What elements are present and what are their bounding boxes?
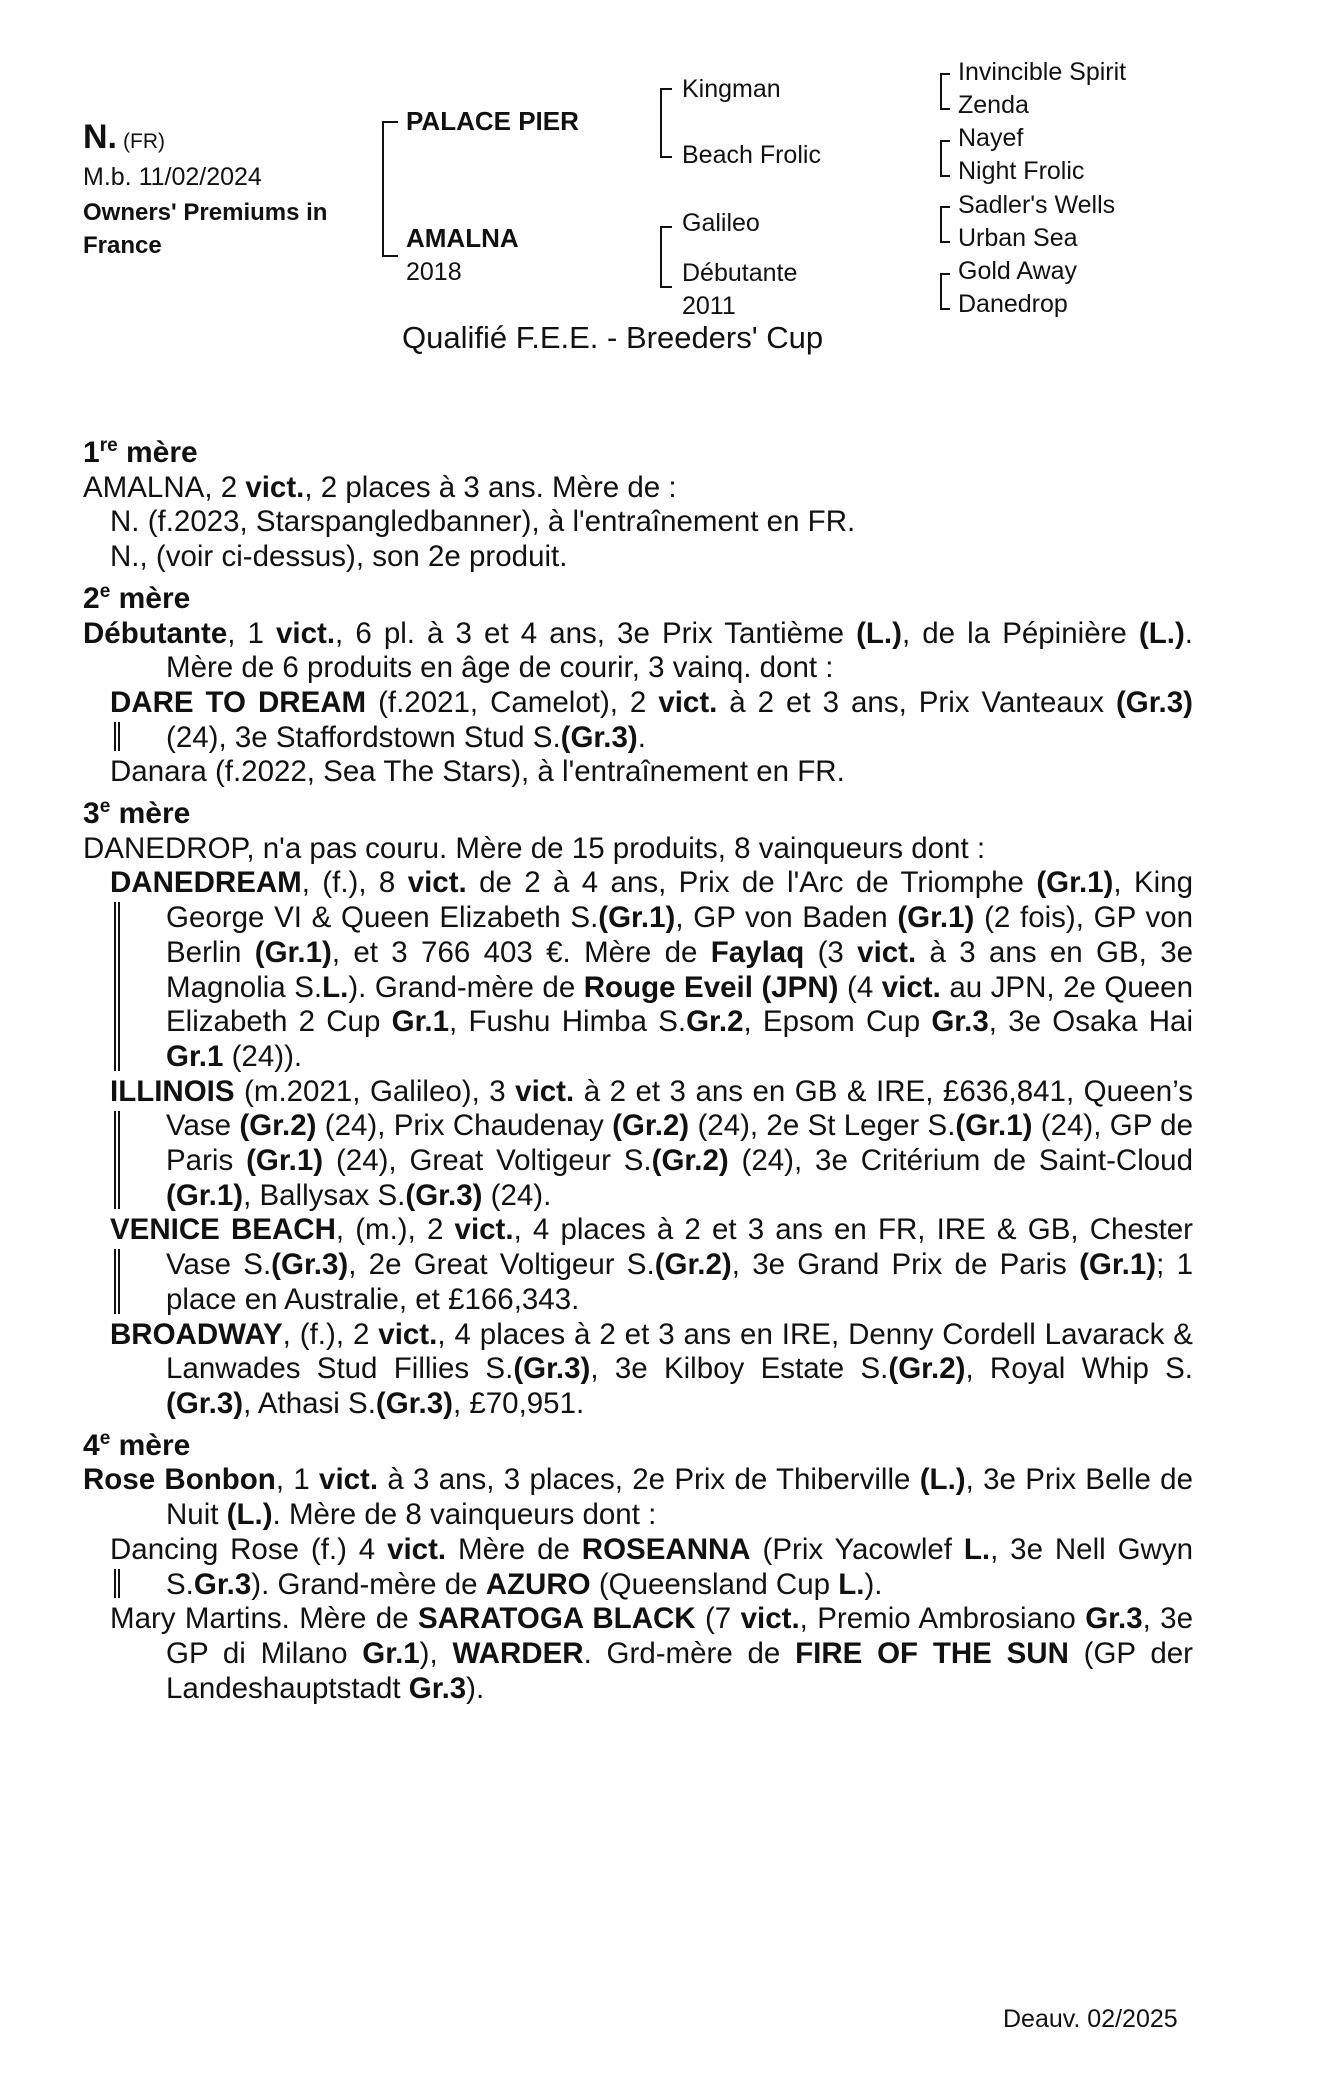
dam-year: 2018 [406,258,462,286]
birth-info: M.b. 11/02/2024 [83,163,262,191]
section-title-4: 4e mère [83,1427,191,1462]
produce-entry: VENICE BEACH, (m.), 2 vict., 4 places à 2 et 3 ans en FR, IRE & GB, Chester Vase S.(Gr.3), 2e Great Voltigeur S.(Gr.2), 3e Grand Prix de Paris (Gr.1); 1 place en Australie, et £166,343. [110,1213,1193,1316]
dam-name: AMALNA [406,223,519,253]
sire-name: PALACE PIER [406,106,579,136]
dam-4-paragraph: Rose Bonbon, 1 vict. à 3 ans, 3 places, 2e Prix de Thiberville (L.), 3e Prix Belle de Nuit (L.). Mère de 8 vainqueurs dont : [83,1463,1193,1532]
dam-3-paragraph: DANEDROP, n'a pas couru. Mère de 15 produits, 8 vainqueurs dont : [83,831,986,865]
dam-2-paragraph: Débutante, 1 vict., 6 pl. à 3 et 4 ans, 3e Prix Tantième (L.), de la Pépinière (L.). Mère de 6 produits en âge de courir, 3 vainq. dont : [83,616,1193,685]
dam-dam: Débutante [682,259,798,287]
horse-name: N. [83,118,117,156]
horse-country: (FR) [123,130,165,153]
g3-name: Danedrop [958,290,1068,318]
produce-entry: DANEDREAM, (f.), 8 vict. de 2 à 4 ans, Prix de l'Arc de Triomphe (Gr.1), King George VI & Queen Elizabeth S.(Gr.1), GP von Baden (Gr.1) (2 fois), GP von Berlin (Gr.1), et 3 766 403 €. Mère de Faylaq (3 vict. à 3 ans en GB, 3e Magnolia S.L.). Grand-mère de Rouge Eveil (JPN) (4 vict. au JPN, 2e Queen Elizabeth 2 Cup Gr.1, Fushu Himba S.Gr.2, Epsom Cup Gr.3, 3e Osaka Hai Gr.1 (24)). [110,866,1194,1073]
g3-bracket-2 [940,140,950,177]
produce-entry: Mary Martins. Mère de SARATOGA BLACK (7 vict., Premio Ambrosiano Gr.3, 3e GP di Milano Gr.1), WARDER. Grd-mère de FIRE OF THE SUN (GP der Landeshauptstadt Gr.3). [110,1602,1193,1705]
dam-dam-year: 2011 [682,292,736,320]
sire-dam-bracket [382,121,398,257]
g3-bracket-1 [940,73,950,110]
footer-reference: Deauv. 02/2025 [1003,2005,1178,2033]
qualification: Qualifié F.E.E. - Breeders' Cup [402,320,824,355]
g3-bracket-4 [940,273,950,310]
horse-name-line [83,118,165,157]
g3-bracket-3 [940,206,950,243]
g3-name: Zenda [958,91,1029,119]
sire-dam: Beach Frolic [682,141,821,169]
dam-1-paragraph: AMALNA, 2 vict., 2 places à 3 ans. Mère de : [83,470,677,504]
g3-name: Gold Away [958,257,1078,285]
produce-entry: DARE TO DREAM (f.2021, Camelot), 2 vict. à 2 et 3 ans, Prix Vanteaux (Gr.3) (24), 3e Staffordstown Stud S.(Gr.3). [110,685,1193,754]
dam-parents-bracket [660,226,672,288]
g3-name: Nayef [958,124,1024,152]
g3-name: Night Frolic [958,157,1085,185]
g3-name: Urban Sea [958,224,1078,252]
produce-entry: ILLINOIS (m.2021, Galileo), 3 vict. à 2 et 3 ans en GB & IRE, £636,841, Queen’s Vase (Gr.2) (24), Prix Chaudenay (Gr.2) (24), 2e St Leger S.(Gr.1) (24), GP de Paris (Gr.1) (24), Great Voltigeur S.(Gr.2) (24), 3e Critérium de Saint-Cloud (Gr.1), Ballysax S.(Gr.3) (24). [110,1074,1193,1212]
sire-sire: Kingman [682,75,781,103]
owners-premiums: Owners' Premiums in France [83,199,328,259]
section-title-3: 3e mère [83,796,191,831]
produce-entry: Dancing Rose (f.) 4 vict. Mère de ROSEANNA (Prix Yacowlef L., 3e Nell Gwyn S.Gr.3). Grand-mère de AZURO (Queensland Cup L.). [110,1532,1193,1601]
produce-entry: Danara (f.2022, Sea The Stars), à l'entraînement en FR. [110,755,845,789]
produce-entry: N., (voir ci-dessus), son 2e produit. [110,540,568,574]
g3-name: Invincible Spirit [958,58,1127,86]
dam-lines [83,429,1193,1706]
produce-entry: BROADWAY, (f.), 2 vict., 4 places à 2 et 3 ans en IRE, Denny Cordell Lavarack & Lanwades Stud Fillies S.(Gr.3), 3e Kilboy Estate S.(Gr.2), Royal Whip S.(Gr.3), Athasi S.(Gr.3), £70,951. [110,1317,1194,1420]
sire-parents-bracket [660,88,672,158]
section-title-2: 2e mère [83,580,191,615]
section-title-1: 1re mère [83,435,198,469]
g3-name: Sadler's Wells [958,191,1116,219]
dam-sire: Galileo [682,209,760,237]
produce-entry: N. (f.2023, Starspangledbanner), à l'entraînement en FR. [110,505,856,539]
